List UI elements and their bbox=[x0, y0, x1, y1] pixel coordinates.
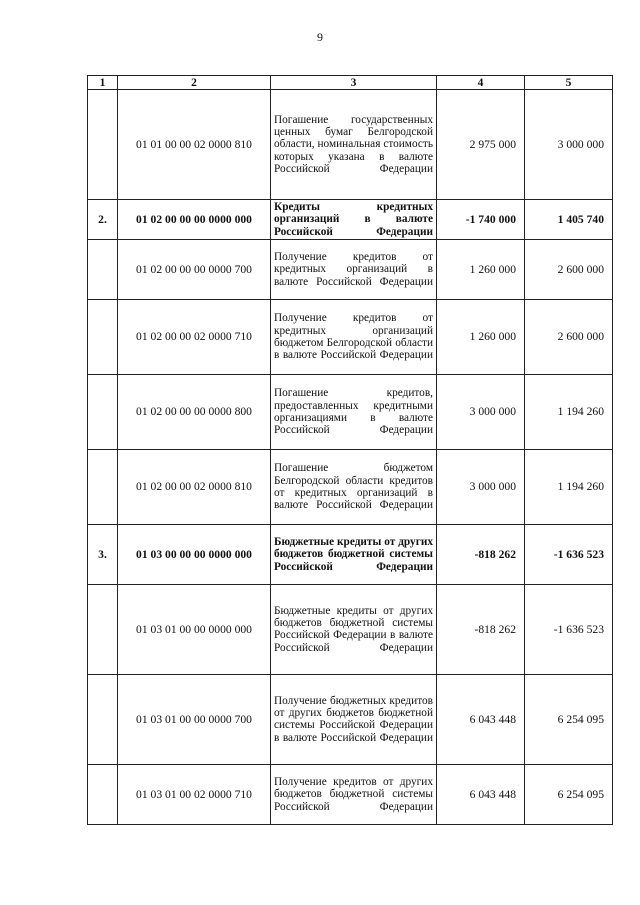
item-name-text: Погашение бюджетом Белгородской области кредитов от кредитных организаций в валюте Российской Федерации bbox=[274, 462, 433, 512]
row-number: 3. bbox=[88, 524, 118, 584]
header-col-4: 4 bbox=[437, 76, 525, 90]
row-number bbox=[88, 374, 118, 449]
budget-code: 01 03 01 00 00 0000 000 bbox=[118, 584, 271, 674]
table-row bbox=[88, 764, 613, 824]
item-name-text: Погашение кредитов, предоставленных кредитными организациями в валюте Российской Федерации bbox=[274, 387, 433, 437]
table-row bbox=[88, 674, 613, 764]
amount-col-5: 6 254 095 bbox=[525, 674, 613, 764]
item-name-text: Бюджетные кредиты от других бюджетов бюджетной системы Российской Федерации в валюте Российской Федерации bbox=[274, 604, 433, 654]
table-row bbox=[88, 299, 613, 374]
item-name bbox=[271, 90, 437, 200]
budget-code: 01 02 00 00 00 0000 700 bbox=[118, 239, 271, 299]
table-row bbox=[88, 584, 613, 674]
item-name-text: Погашение государственных ценных бумаг Белгородской области, номинальная стоимость которых указана в валюте Российской Федерации bbox=[274, 113, 433, 175]
header-row bbox=[88, 76, 613, 90]
item-name bbox=[271, 764, 437, 824]
table-row bbox=[88, 239, 613, 299]
header-col-5: 5 bbox=[525, 76, 613, 90]
item-name-text: Бюджетные кредиты от других бюджетов бюджетной системы Российской Федерации bbox=[274, 535, 433, 573]
header-col-1: 1 bbox=[88, 76, 118, 90]
item-name bbox=[271, 674, 437, 764]
row-number bbox=[88, 584, 118, 674]
budget-code: 01 03 01 00 02 0000 710 bbox=[118, 764, 271, 824]
amount-col-4: -818 262 bbox=[437, 584, 525, 674]
budget-code: 01 03 01 00 00 0000 700 bbox=[118, 674, 271, 764]
table-row bbox=[88, 90, 613, 200]
item-name bbox=[271, 584, 437, 674]
amount-col-4: -818 262 bbox=[437, 524, 525, 584]
item-name-text: Получение кредитов от кредитных организаций бюджетом Белгородской области в валюте Российской Федерации bbox=[274, 312, 433, 362]
budget-code: 01 03 00 00 00 0000 000 bbox=[118, 524, 271, 584]
item-name bbox=[271, 239, 437, 299]
amount-col-4: 3 000 000 bbox=[437, 449, 525, 524]
amount-col-4: 1 260 000 bbox=[437, 299, 525, 374]
row-number bbox=[88, 764, 118, 824]
header-col-2: 2 bbox=[118, 76, 271, 90]
item-name bbox=[271, 299, 437, 374]
amount-col-5: -1 636 523 bbox=[525, 584, 613, 674]
amount-col-5: 2 600 000 bbox=[525, 299, 613, 374]
amount-col-4: 6 043 448 bbox=[437, 674, 525, 764]
table-row bbox=[88, 374, 613, 449]
amount-col-5: 2 600 000 bbox=[525, 239, 613, 299]
amount-col-5: -1 636 523 bbox=[525, 524, 613, 584]
row-number bbox=[88, 674, 118, 764]
item-name bbox=[271, 524, 437, 584]
item-name bbox=[271, 200, 437, 240]
budget-code: 01 01 00 00 02 0000 810 bbox=[118, 90, 271, 200]
item-name-text: Получение бюджетных кредитов от других бюджетов бюджетной системы Российской Федерации в валюте Российской Федерации bbox=[274, 694, 433, 744]
budget-code: 01 02 00 00 02 0000 810 bbox=[118, 449, 271, 524]
header-col-3: 3 bbox=[271, 76, 437, 90]
amount-col-4: 1 260 000 bbox=[437, 239, 525, 299]
row-number bbox=[88, 90, 118, 200]
table-row bbox=[88, 449, 613, 524]
table-row bbox=[88, 524, 613, 584]
amount-col-5: 3 000 000 bbox=[525, 90, 613, 200]
budget-financing-table bbox=[87, 75, 613, 825]
budget-code: 01 02 00 00 00 0000 800 bbox=[118, 374, 271, 449]
budget-code: 01 02 00 00 02 0000 710 bbox=[118, 299, 271, 374]
table-body bbox=[88, 76, 613, 825]
page-number: 9 bbox=[317, 30, 323, 44]
row-number bbox=[88, 299, 118, 374]
row-number bbox=[88, 449, 118, 524]
item-name-text: Получение кредитов от кредитных организаций в валюте Российской Федерации bbox=[274, 250, 433, 288]
item-name-text: Получение кредитов от других бюджетов бюджетной системы Российской Федерации bbox=[274, 775, 433, 813]
budget-code: 01 02 00 00 00 0000 000 bbox=[118, 200, 271, 240]
amount-col-5: 1 405 740 bbox=[525, 200, 613, 240]
amount-col-4: 2 975 000 bbox=[437, 90, 525, 200]
item-name-text: Кредиты кредитных организаций в валюте Российской Федерации bbox=[274, 201, 433, 238]
row-number bbox=[88, 239, 118, 299]
amount-col-4: 3 000 000 bbox=[437, 374, 525, 449]
amount-col-5: 6 254 095 bbox=[525, 764, 613, 824]
item-name bbox=[271, 449, 437, 524]
amount-col-4: 6 043 448 bbox=[437, 764, 525, 824]
item-name bbox=[271, 374, 437, 449]
amount-col-5: 1 194 260 bbox=[525, 449, 613, 524]
amount-col-5: 1 194 260 bbox=[525, 374, 613, 449]
row-number: 2. bbox=[88, 200, 118, 240]
table-row bbox=[88, 200, 613, 240]
amount-col-4: -1 740 000 bbox=[437, 200, 525, 240]
